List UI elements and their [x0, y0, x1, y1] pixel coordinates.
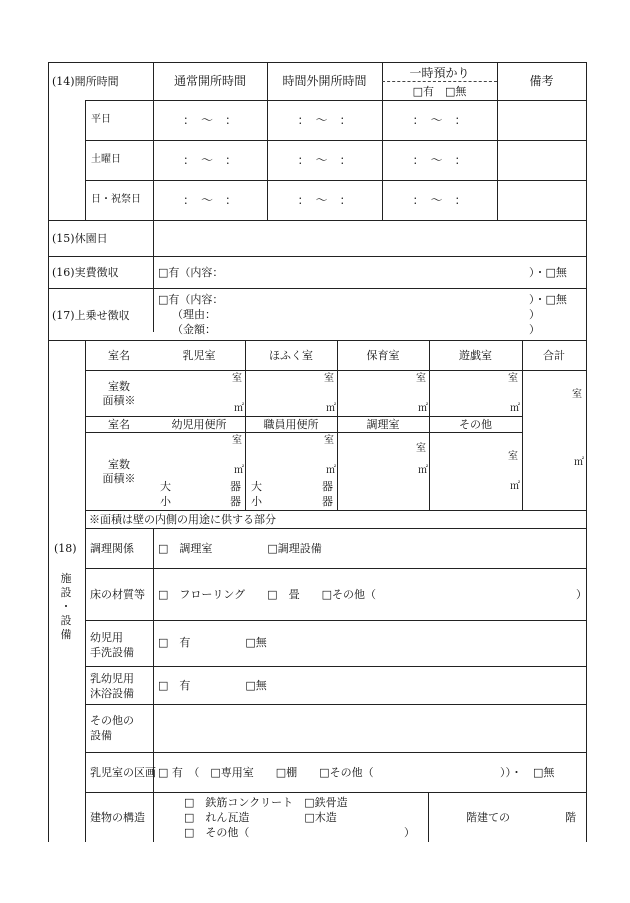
- unit-room: 室: [508, 373, 518, 384]
- count-area-label: 室数 面積※: [102, 380, 136, 407]
- room-crawling: ほふく室: [269, 349, 313, 362]
- col-temp-care: 一時預かり: [409, 66, 470, 80]
- s17-end2: ）: [529, 308, 540, 321]
- s17-end3: ）: [529, 323, 540, 336]
- time-field[interactable]: ： 〜 ：: [182, 113, 237, 127]
- cooking-options[interactable]: □ 調理室 □調理設備: [158, 542, 322, 555]
- count-area-label-2: 室数 面積※: [102, 458, 136, 485]
- col-outside-hours: 時間外開所時間: [282, 74, 367, 88]
- room-kitchen: 調理室: [366, 418, 400, 431]
- unit-m2: ㎡: [418, 465, 428, 476]
- row-weekday: 平日: [91, 114, 111, 125]
- s16-label: (16)実費徴収: [52, 266, 119, 279]
- room-nursery: 保育室: [366, 349, 400, 362]
- time-field[interactable]: ： 〜 ：: [182, 153, 237, 167]
- time-field[interactable]: ： 〜 ：: [412, 193, 467, 207]
- time-field[interactable]: ： 〜 ：: [412, 113, 467, 127]
- structure-line3[interactable]: □ その他（: [184, 826, 250, 839]
- unit-room: 室: [416, 443, 426, 454]
- label-vessel: 器: [230, 495, 241, 508]
- room-other: その他: [459, 418, 492, 431]
- cooking-label: 調理関係: [90, 542, 134, 555]
- label-small: 小: [251, 495, 262, 508]
- label-vessel: 器: [230, 480, 241, 493]
- structure-line3-end: ）: [404, 826, 415, 839]
- bath-options[interactable]: □ 有 □無: [158, 679, 267, 692]
- unit-room: 室: [232, 373, 242, 384]
- floor-end: ）: [576, 588, 587, 601]
- room-infant: 乳児室: [182, 349, 216, 362]
- structure-line2[interactable]: □ れん瓦造 □木造: [184, 811, 337, 824]
- handwash-label: 幼児用 手洗設備: [90, 631, 134, 659]
- unit-room: 室: [416, 373, 426, 384]
- s14-label: (14)開所時間: [52, 75, 119, 88]
- time-field[interactable]: ： 〜 ：: [412, 153, 467, 167]
- col-remarks: 備考: [529, 74, 554, 88]
- label-vessel: 器: [322, 480, 333, 493]
- unit-m2: ㎡: [326, 465, 336, 476]
- room-staff-toilet: 職員用便所: [263, 418, 319, 431]
- unit-m2: ㎡: [510, 481, 520, 492]
- s17-label: (17)上乗せ徴収: [52, 309, 130, 322]
- total-unit-m2: ㎡: [574, 457, 584, 468]
- s17-line2[interactable]: （理由：: [172, 308, 216, 321]
- temp-care-options[interactable]: □有 □無: [412, 85, 467, 98]
- partition-label: 乳児室の区画: [90, 766, 156, 779]
- partition-end[interactable]: ））・ □無: [500, 766, 555, 779]
- floor-label: 床の材質等: [90, 588, 145, 601]
- time-field[interactable]: ： 〜 ：: [297, 113, 352, 127]
- other-equipment-label: その他の 設備: [90, 714, 134, 742]
- unit-m2: ㎡: [234, 403, 244, 414]
- handwash-options[interactable]: □ 有 □無: [158, 636, 267, 649]
- time-field[interactable]: ： 〜 ：: [182, 193, 237, 207]
- s17-line3[interactable]: （金額：: [172, 323, 216, 336]
- s16-text[interactable]: □有（内容：: [158, 266, 224, 279]
- unit-room: 室: [232, 435, 242, 446]
- s17-end1[interactable]: ）・□無: [529, 293, 567, 306]
- label-big: 大: [251, 480, 262, 493]
- row-saturday: 土曜日: [91, 154, 121, 165]
- time-field[interactable]: ： 〜 ：: [297, 153, 352, 167]
- label-small: 小: [160, 495, 171, 508]
- s16-end[interactable]: ）・□無: [529, 266, 567, 279]
- area-note: ※面積は壁の内側の用途に供する部分: [89, 513, 276, 526]
- room-playroom: 遊戯室: [459, 349, 492, 362]
- room-name-header: 室名: [108, 349, 130, 362]
- structure-line1[interactable]: □ 鉄筋コンクリート □鉄骨造: [184, 796, 348, 809]
- s18-number: (18): [54, 542, 77, 555]
- unit-room: 室: [324, 373, 334, 384]
- unit-m2: ㎡: [326, 403, 336, 414]
- s18-vertical-label: 施 設 ・ 設 備: [60, 572, 72, 641]
- row-sunday-holiday: 日・祝祭日: [91, 194, 141, 205]
- bath-label: 乳幼児用 沐浴設備: [90, 672, 134, 700]
- total-unit-room: 室: [572, 389, 582, 400]
- unit-m2: ㎡: [418, 403, 428, 414]
- unit-room: 室: [324, 435, 334, 446]
- floors-text[interactable]: 階建ての 階: [466, 811, 576, 824]
- floor-options[interactable]: □ フローリング □ 畳 □その他（: [158, 588, 376, 601]
- time-field[interactable]: ： 〜 ：: [297, 193, 352, 207]
- unit-m2: ㎡: [234, 465, 244, 476]
- label-vessel: 器: [322, 495, 333, 508]
- room-name-header-2: 室名: [108, 418, 130, 431]
- partition-options[interactable]: □ 有 （ □専用室 □棚 □その他（: [158, 766, 374, 779]
- col-regular-hours: 通常開所時間: [173, 74, 246, 88]
- label-big: 大: [160, 480, 171, 493]
- room-child-toilet: 幼児用便所: [171, 418, 227, 431]
- structure-label: 建物の構造: [90, 811, 145, 824]
- unit-room: 室: [508, 451, 518, 462]
- room-total: 合計: [543, 349, 565, 362]
- s15-label: (15)休園日: [52, 232, 108, 245]
- s17-line1[interactable]: □有（内容：: [158, 293, 224, 306]
- unit-m2: ㎡: [510, 403, 520, 414]
